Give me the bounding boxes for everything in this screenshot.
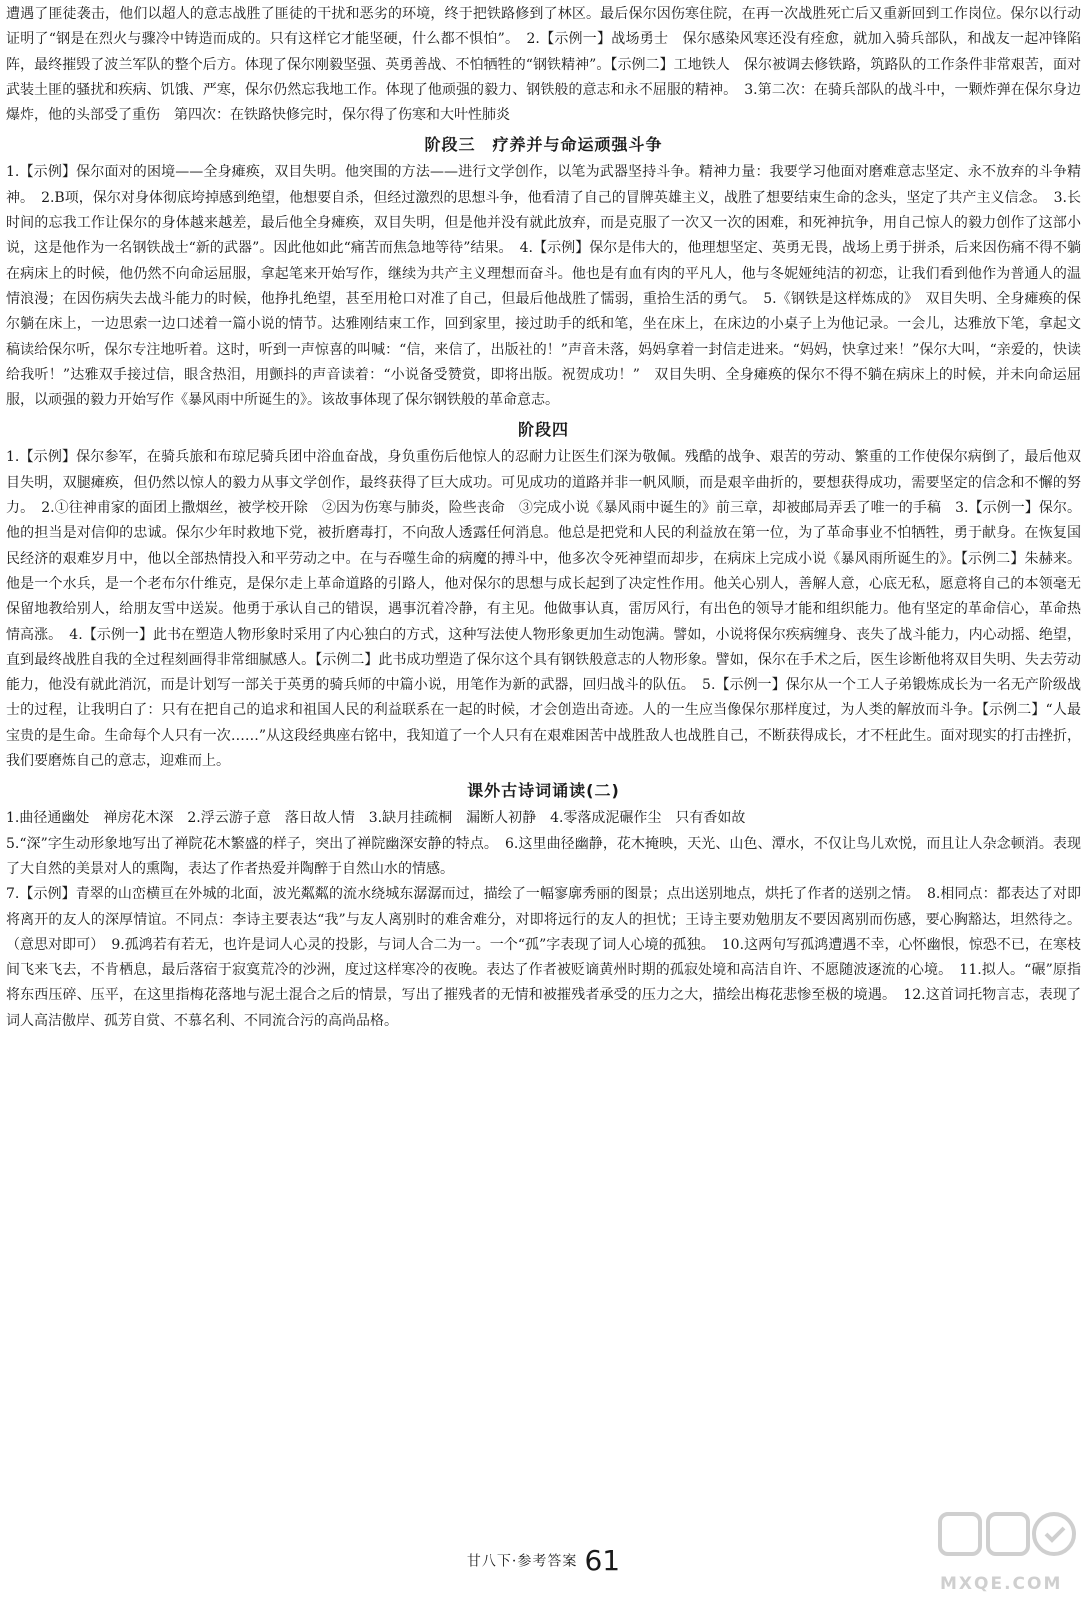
answer-page (6, 2, 1081, 1588)
answer-paragraph: 7.【示例】青翠的山峦横亘在外城的北面，波光粼粼的流水绕城东潺潺而过，描绘了一幅寥廓秀丽的图景；点出送别地点，烘托了作者的送别之情。 8.相同点：都表达了对即将离开的友人的深厚情谊。不同点：李诗主要表达“我”与友人离别时的难舍难分，对即将远行的友人的担忧；王诗主要劝勉朋友不要因离别而伤感，要心胸豁达，坦然待之。（意思对即可） 9.孤鸿若有若无，也许是词人心灵的投影，与词人合二为一。一个“孤”字表现了词人心境的孤独。 10.这两句写孤鸿遭遇不幸，心怀幽恨，惊恐不已，在寒枝间飞来飞去，不肯栖息，最后落宿于寂寞荒冷的沙洲，度过这样寒冷的夜晚。表达了作者被贬谪黄州时期的孤寂处境和高洁自许、不愿随波逐流的心境。 11.拟人。“碾”原指将东西压碎、压平，在这里指梅花落地与泥土混合之后的情景，写出了摧残者的无情和被摧残者承受的压力之大，描绘出梅花悲惨至极的境遇。 12.这首词托物言志，表现了词人高洁傲岸、孤芳自赏、不慕名利、不同流合污的高尚品格。 (6, 886, 1081, 1029)
answer-paragraph: 5.“深”字生动形象地写出了禅院花木繁盛的样子，突出了禅院幽深安静的特点。 6.这里曲径幽静，花木掩映，天光、山色、潭水，不仅让鸟儿欢悦，而且让人杂念顿消。表现了大自然的美景对人的熏陶，表达了作者热爱并陶醉于自然山水的情感。 (6, 835, 1081, 877)
page-footer (0, 1544, 1087, 1588)
answer-paragraph: 1.曲径通幽处 禅房花木深 2.浮云游子意 落日故人情 3.缺月挂疏桐 漏断人初静 4.零落成泥碾作尘 只有香如故 (6, 810, 746, 827)
answer-paragraph: 遭遇了匪徒袭击，他们以超人的意志战胜了匪徒的干扰和恶劣的环境，终于把铁路修到了林区。最后保尔因伤寒住院，在再一次战胜死亡后又重新回到工作岗位。保尔以行动证明了“钢是在烈火与骤冷中铸造而成的。只有这样它才能坚硬，什么都不惧怕”。 2.【示例一】战场勇士 保尔感染风寒还没有痊愈，就加入骑兵部队，和战友一起冲锋陷阵，最终摧毁了波兰军队的整个后方。体现了保尔刚毅坚强、英勇善战、不怕牺牲的“钢铁精神”。【示例二】工地铁人 保尔被调去修铁路，筑路队的工作条件非常艰苦，面对武装土匪的骚扰和疾病、饥饿、严寒，保尔仍然忘我地工作。体现了他顽强的毅力、钢铁般的意志和永不屈服的精神。 3.第二次：在骑兵部队的战斗中，一颗炸弹在保尔身边爆炸，他的头部受了重伤 第四次：在铁路快修完时，保尔得了伤寒和大叶性肺炎 (6, 6, 1081, 124)
answer-paragraph: 1.【示例】保尔参军，在骑兵旅和布琼尼骑兵团中浴血奋战，身负重伤后他惊人的忍耐力让医生们深为敬佩。残酷的战争、艰苦的劳动、繁重的工作使保尔病倒了，最后他双目失明，双腿瘫痪，但仍然以惊人的毅力从事文学创作，最终获得了巨大成功。可见成功的道路并非一帆风顺，而是艰辛曲折的，要想获得成功，需要坚定的信念和不懈的努力。 2.①往神甫家的面团上撒烟丝，被学校开除 ②因为伤寒与肺炎，险些丧命 ③完成小说《暴风雨中诞生的》前三章，却被邮局弄丢了唯一的手稿 3.【示例一】保尔。他的担当是对信仰的忠诚。保尔少年时救地下党，被折磨毒打，不向敌人透露任何消息。他总是把党和人民的利益放在第一位，为了革命事业不怕牺牲，勇于献身。在恢复国民经济的艰难岁月中，他以全部热情投入和平劳动之中。在与吞噬生命的病魔的搏斗中，他多次令死神望而却步，在病床上完成小说《暴风雨所诞生的》。【示例二】朱赫来。他是一个水兵，是一个老布尔什维克，是保尔走上革命道路的引路人，他对保尔的思想与成长起到了决定性作用。他关心别人，善解人意，心底无私，愿意将自己的本领毫无保留地教给别人，给朋友雪中送炭。他勇于承认自己的错误，遇事沉着冷静，有主见。他做事认真，雷厉风行，有出色的领导才能和组织能力。他有坚定的革命信心，革命热情高涨。 4.【示例一】此书在塑造人物形象时采用了内心独白的方式，这种写法使人物形象更加生动饱满。譬如，小说将保尔疾病缠身、丧失了战斗能力，内心动摇、绝望，直到最终战胜自我的全过程刻画得非常细腻感人。【示例二】此书成功塑造了保尔这个具有钢铁般意志的人物形象。譬如，保尔在手术之后，医生诊断他将双目失明、失去劳动能力，他没有就此消沉，而是计划写一部关于英勇的骑兵师的中篇小说，用笔作为新的武器，回归战斗的队伍。 5.【示例一】保尔从一个工人子弟锻炼成长为一名无产阶级战士的过程，让我明白了：只有在把自己的追求和祖国人民的利益联系在一起的时候，才会创造出奇迹。人的一生应当像保尔那样度过，为人类的解放而斗争。【示例二】“人最宝贵的是生命。生命每个人只有一次……”从这段经典座右铭中，我知道了一个人只有在艰难困苦中战胜敌人也战胜自己，不断获得成长，才不枉此生。面对现实的打击挫折，我们要磨炼自己的意志，迎难而上。 (6, 449, 1081, 770)
section-heading-stage4: 阶段四 (517, 420, 569, 440)
answer-paragraph: 1.【示例】保尔面对的困境——全身瘫痪，双目失明。他突围的方法——进行文学创作，以笔为武器坚持斗争。精神力量：我要学习他面对磨难意志坚定、永不放弃的斗争精神。 2.B项，保尔对身体彻底垮掉感到绝望，他想要自杀，但经过激烈的思想斗争，他看清了自己的冒牌英雄主义，战胜了想要结束生命的念头，坚定了共产主义信念。 3.长时间的忘我工作让保尔的身体越来越差，最后他全身瘫痪，双目失明，但是他并没有就此放弃，而是克服了一次又一次的困难，和死神抗争，用自己惊人的毅力创作了这部小说，这是他作为一名钢铁战士“新的武器”。因此他如此“痛苦而焦急地等待”结果。 4.【示例】保尔是伟大的，他理想坚定、英勇无畏，战场上勇于拼杀，后来因伤痛不得不躺在病床上的时候，他仍然不向命运屈服，拿起笔来开始写作，继续为共产主义理想而奋斗。他也是有血有肉的平凡人，他与冬妮娅纯洁的初恋，让我们看到他作为普通人的温情浪漫；在因伤病失去战斗能力的时候，他挣扎绝望，甚至用枪口对准了自己，但最后他战胜了懦弱，重拾生活的勇气。 5.《钢铁是这样炼成的》 双目失明、全身瘫痪的保尔躺在床上，一边思索一边口述着一篇小说的情节。达雅刚结束工作，回到家里，接过助手的纸和笔，坐在床上，在床边的小桌子上为他记录。一会儿，达雅放下笔，拿起文稿读给保尔听，保尔专注地听着。这时，听到一声惊喜的叫喊：“信，来信了，出版社的！”声音未落，妈妈拿着一封信走进来。“妈妈，快拿过来！”保尔大叫，“亲爱的，快读给我听！”达雅双手接过信，眼含热泪，用颤抖的声音读着：“小说备受赞赏，即将出版。祝贺成功！” 双目失明、全身瘫痪的保尔不得不躺在病床上的时候，并未向命运屈服，以顽强的毅力开始写作《暴风雨中所诞生的》。该故事体现了保尔钢铁般的革命意志。 (6, 164, 1081, 409)
page-number: 61 (584, 1544, 621, 1577)
section-heading-stage3: 阶段三 疗养并与命运顽强斗争 (424, 135, 663, 155)
watermark-text: MXQE.COM (940, 1574, 1063, 1594)
footer-label: 甘八下·参考答案 (466, 1553, 578, 1570)
watermark-icon (936, 1506, 1081, 1576)
section-heading-poetry: 课外古诗词诵读(二) (467, 781, 620, 801)
watermark-logo (936, 1506, 1081, 1596)
